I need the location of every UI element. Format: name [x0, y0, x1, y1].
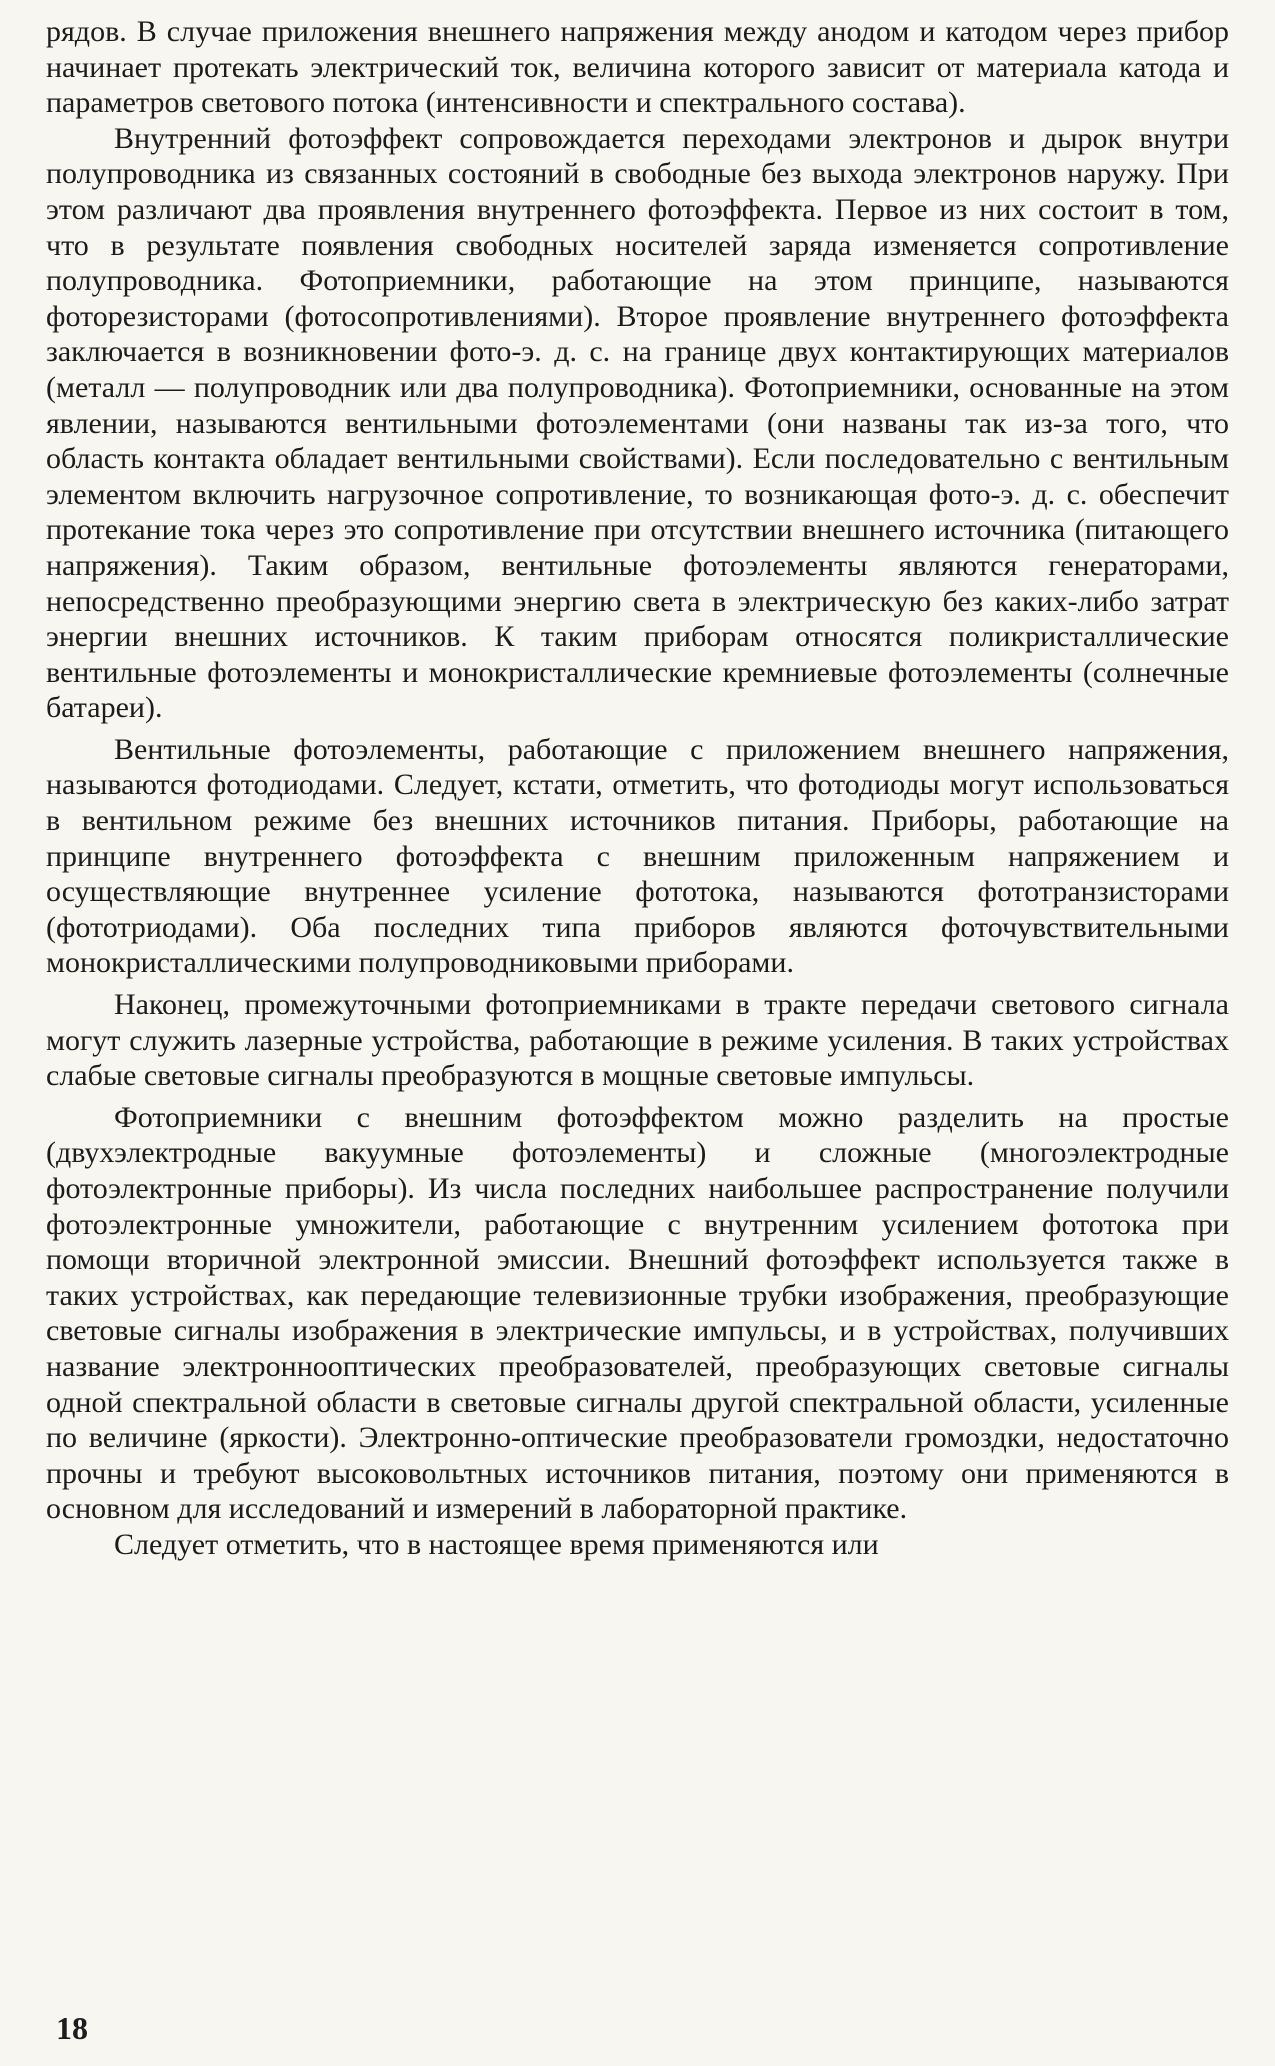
paragraph-laser-devices: Наконец, промежуточными фотоприемниками в тракте передачи светового сигнала могут служить лазерные устройства, работающие в режиме усиления. В таких устройствах слабые световые сигналы преобразуются в мощные световые импульсы. — [46, 988, 1229, 1093]
paragraph-closing: Следует отметить, что в настоящее время применяются или — [114, 1527, 879, 1561]
page-body — [46, 14, 1229, 1563]
paragraph-internal-photoeffect: Внутренний фотоэффект сопровождается переходами электронов и дырок внутри полупроводника из связанных состояний в свободные без выхода электронов наружу. При этом различают два проявления внутреннего фотоэффекта. Первое из них состоит в том, что в результате появления свободных носителей заряда изменяется сопротивление полупроводника. Фотоприемники, работающие на этом принципе, называются фоторезисторами (фотосопротивлениями). Второе проявление внутреннего фотоэффекта заключается в возникновении фото-э. д. с. на границе двух контактирующих материалов (металл — полупроводник или два полупроводника). Фотоприемники, основанные на этом явлении, называются вентильными фотоэлементами (они названы так из-за того, что область контакта обладает вентильными свойствами). Если последовательно с вентильным элементом включить нагрузочное сопротивление, то возникающая фото-э. д. с. обеспечит протекание тока через это сопротивление при отсутствии внешнего источника (питающего напряжения). Таким образом, вентильные фотоэлементы являются генераторами, непосредственно преобразующими энергию света в электрическую без каких-либо затрат энергии внешних источников. К таким приборам относятся поликристаллические вентильные фотоэлементы и монокристаллические кремниевые фотоэлементы (солнечные батареи). — [46, 121, 1229, 725]
paragraph-continuation: рядов. В случае приложения внешнего напряжения между анодом и катодом через прибор начинает протекать электрический ток, величина которого зависит от материала катода и параметров светового потока (интенсивности и спектрального состава). — [46, 15, 1229, 120]
paragraph-external-photoeffect: Фотоприемники с внешним фотоэффектом можно разделить на простые (двухэлектродные вакуумные фотоэлементы) и сложные (многоэлектродные фотоэлектронные приборы). Из числа последних наибольшее распространение получили фотоэлектронные умножители, работающие с внутренним усилением фототока при помощи вторичной электронной эмиссии. Внешний фотоэффект используется также в таких устройствах, как передающие телевизионные трубки изображения, преобразующие световые сигналы изображения в электрические импульсы, и в устройствах, получивших название электроннооптических преобразователей, преобразующих световые сигналы одной спектральной области в световые сигналы другой спектральной области, усиленные по величине (яркости). Электронно-оптические преобразователи громоздки, недостаточно прочны и требуют высоковольтных источников питания, поэтому они применяются в основном для исследований и измерений в лабораторной практике. — [46, 1100, 1229, 1526]
paragraph-photodiodes: Вентильные фотоэлементы, работающие с приложением внешнего напряжения, называются фотодиодами. Следует, кстати, отметить, что фотодиоды могут использоваться в вентильном режиме без внешних источников питания. Приборы, работающие на принципе внутреннего фотоэффекта с внешним приложенным напряжением и осуществляющие внутреннее усиление фототока, называются фототранзисторами (фототриодами). Оба последних типа приборов являются фоточувствительными монокристаллическими полупроводниковыми приборами. — [46, 732, 1229, 980]
page-number: 18 — [56, 2010, 88, 2046]
